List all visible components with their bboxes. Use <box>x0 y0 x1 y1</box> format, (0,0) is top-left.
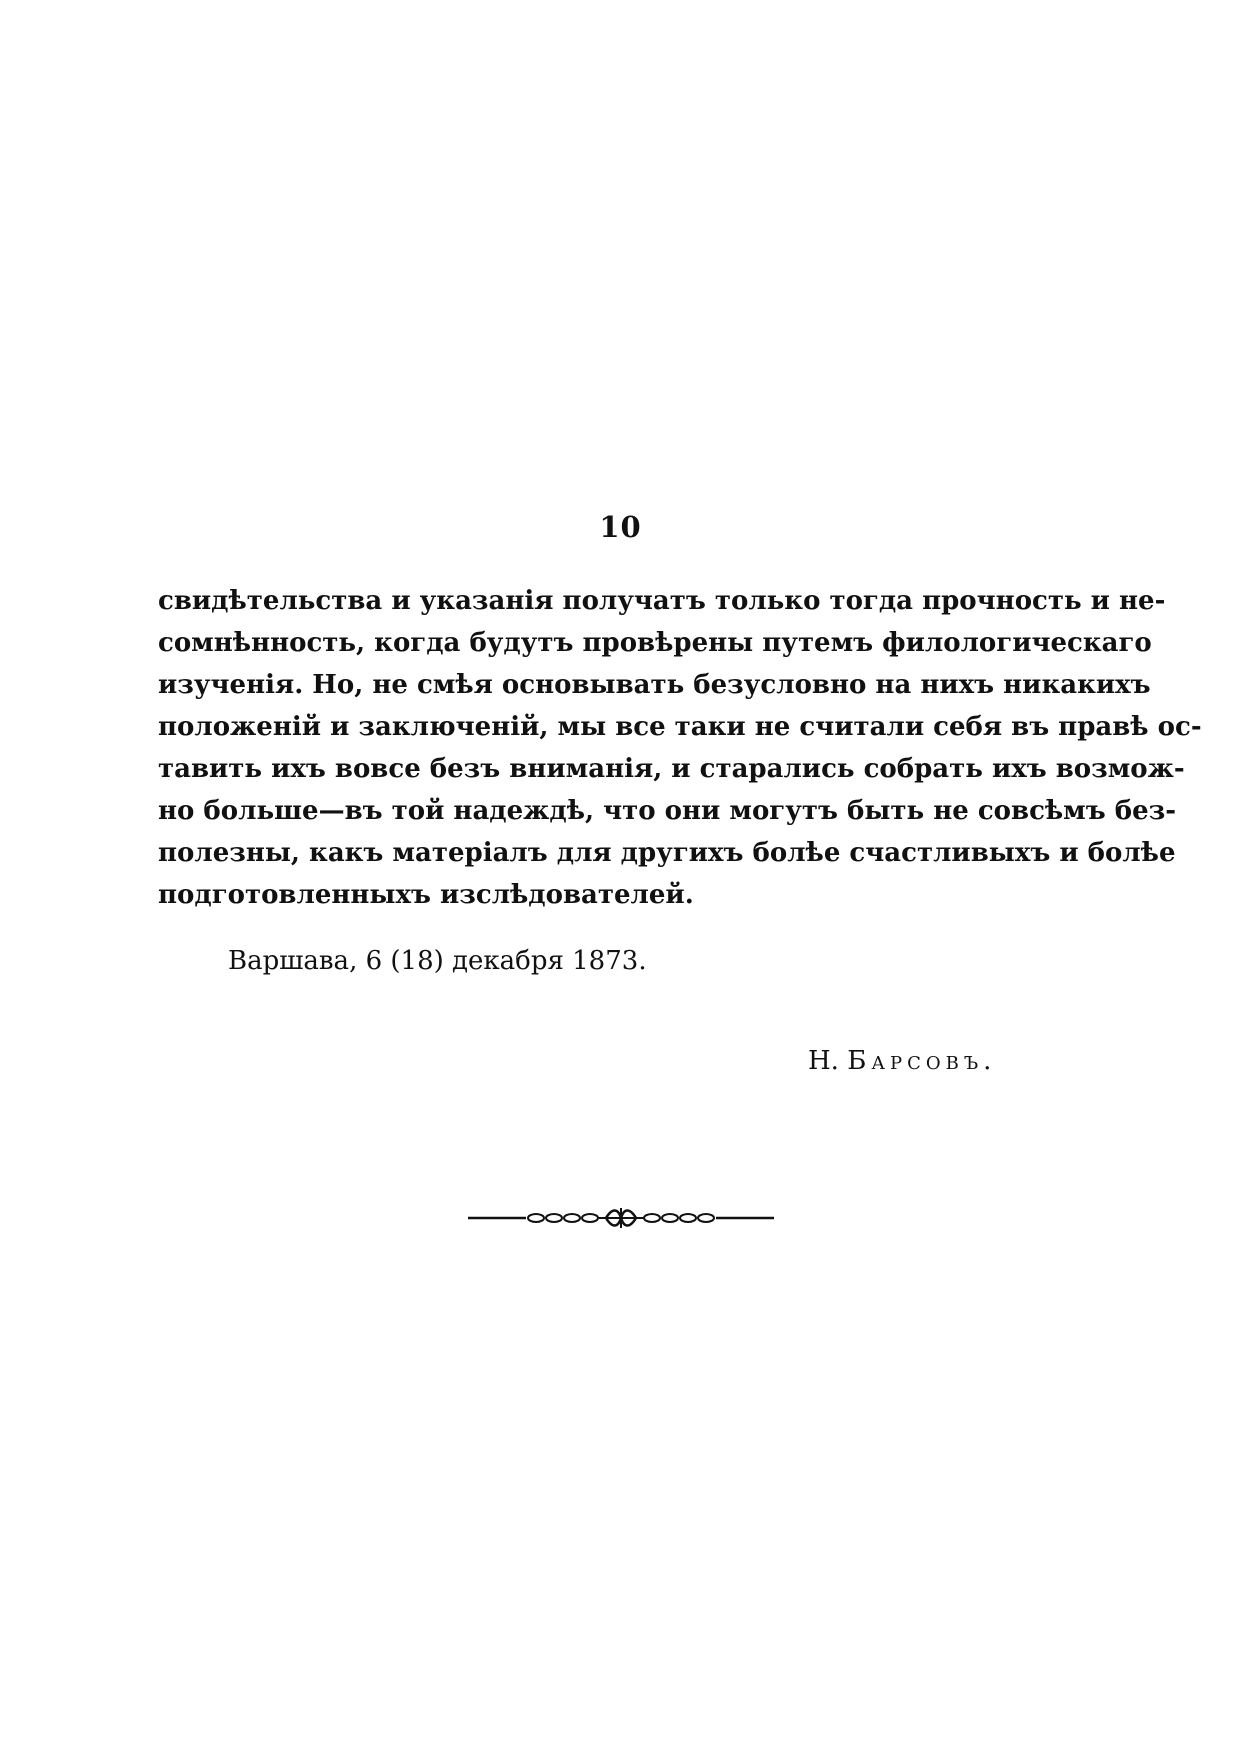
paragraph-line-1: свидѣтельства и указанія получатъ только тогда прочность и не- <box>158 586 1166 616</box>
decorative-divider-ornament <box>468 1206 774 1230</box>
paragraph-line-3: изученія. Но, не смѣя основывать безусловно на нихъ никакихъ <box>158 670 1151 700</box>
signature-surname: Барсовъ. <box>847 1046 997 1076</box>
paragraph-line-6: но больше—въ той надеждѣ, что они могутъ быть не совсѣмъ без- <box>158 796 1177 826</box>
signature <box>808 1040 996 1082</box>
paragraph-line-8: подготовленныхъ изслѣдователей. <box>158 880 694 910</box>
paragraph-line-5: тавить ихъ вовсе безъ вниманія, и старались собрать ихъ возмож- <box>158 754 1185 784</box>
paragraph-line-4: положеній и заключеній, мы все таки не считали себя въ правѣ ос- <box>158 712 1202 742</box>
paragraph-line-2: сомнѣнность, когда будутъ провѣрены путемъ филологическаго <box>158 628 1152 658</box>
page-number: 10 <box>599 510 642 544</box>
paragraph-line-7: полезны, какъ матеріалъ для другихъ болѣе счастливыхъ и болѣе <box>158 838 1176 868</box>
signature-initial: Н. <box>808 1046 839 1076</box>
date-line: Варшава, 6 (18) декабря 1873. <box>228 946 647 976</box>
body-paragraph <box>158 580 1202 916</box>
